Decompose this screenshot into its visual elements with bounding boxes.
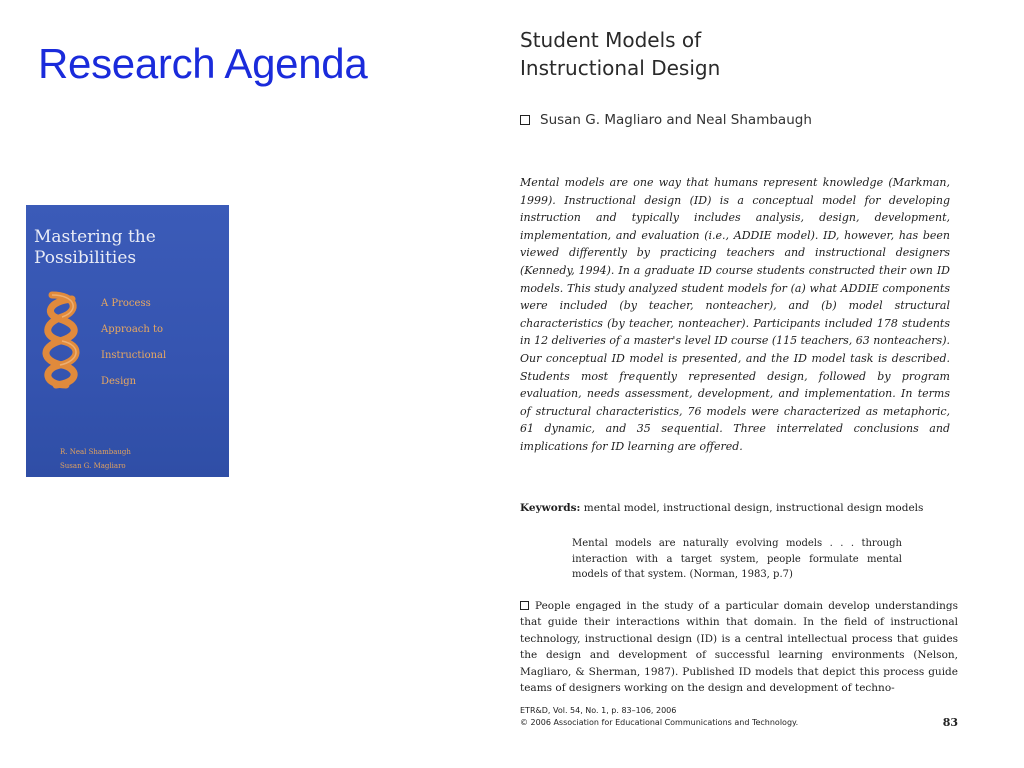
book-author: R. Neal Shambaugh bbox=[60, 448, 131, 456]
square-bullet-icon bbox=[520, 601, 529, 610]
paper-body-text: People engaged in the study of a particular domain develop understandings that guide their interactions within that domain. In the field of instructional technology, instructional design (ID) is a central intellectual process that guides the design and development of successful learning environments (Nelson, Magliaro, & Sherman, 1987). Published ID models that depict this process guide teams of designers working on the design and development of techno- bbox=[520, 600, 958, 695]
slide-title: Research Agenda bbox=[38, 40, 368, 87]
page-number: 83 bbox=[942, 716, 958, 729]
paper-title-line: Student Models of bbox=[520, 28, 702, 52]
paper-body bbox=[520, 598, 958, 696]
book-subtitle-line: Instructional bbox=[101, 350, 167, 361]
book-title-line: Mastering the bbox=[34, 227, 156, 247]
book-subtitle-line: Design bbox=[101, 376, 137, 387]
square-bullet-icon bbox=[520, 115, 530, 125]
paper-authors-text: Susan G. Magliaro and Neal Shambaugh bbox=[540, 112, 812, 128]
book-subtitle-line: A Process bbox=[101, 298, 151, 309]
copyright-line: © 2006 Association for Educational Communications and Technology. bbox=[520, 718, 799, 727]
book-title-line: Possibilities bbox=[34, 248, 137, 268]
book-author: Susan G. Magliaro bbox=[60, 462, 126, 470]
epigraph-quote: Mental models are naturally evolving models . . . through interaction with a target system, people formulate mental models of that system. (Norman, 1983, p.7) bbox=[572, 538, 902, 580]
keywords-label: Keywords: bbox=[520, 502, 581, 514]
book-subtitle bbox=[101, 291, 221, 395]
journal-citation: ETR&D, Vol. 54, No. 1, p. 83–106, 2006 bbox=[520, 706, 677, 715]
paper-keywords bbox=[520, 502, 960, 514]
paper-title bbox=[520, 26, 940, 82]
book-cover-image bbox=[26, 205, 229, 477]
paper-title-line: Instructional Design bbox=[520, 56, 721, 80]
paper-authors bbox=[520, 112, 812, 128]
paper-footer bbox=[520, 705, 958, 729]
paper-page bbox=[510, 20, 960, 750]
book-title bbox=[34, 227, 224, 269]
paper-abstract: Mental models are one way that humans represent knowledge (Markman, 1999). Instructional design (ID) is a conceptual model for developing instruction and typically includes analysis, design, development, implementation, and evaluation (i.e., ADDIE model). ID, however, has been viewed differently by practicing teachers and instructional designers (Kennedy, 1994). In a graduate ID course students constructed their own ID models. This study analyzed student models for (a) what ADDIE components were included (by teacher, nonteacher), and (b) model structural characteristics (by teacher, nonteacher). Participants included 178 students in 12 deliveries of a master's level ID course (115 teachers, 63 nonteachers). Our conceptual ID model is presented, and the ID model task is described. Students most frequently represented design, followed by program evaluation, needs assessment, development, and implementation. In terms of structural characteristics, 76 models were characterized as metaphoric, 61 dynamic, and 35 sequential. Three interrelated conclusions and implications for ID learning are offered. bbox=[520, 176, 950, 453]
book-subtitle-line: Approach to bbox=[101, 324, 164, 335]
book-authors bbox=[60, 445, 131, 473]
keywords-text: mental model, instructional design, instructional design models bbox=[583, 502, 924, 514]
knot-ornament-icon bbox=[32, 289, 90, 391]
